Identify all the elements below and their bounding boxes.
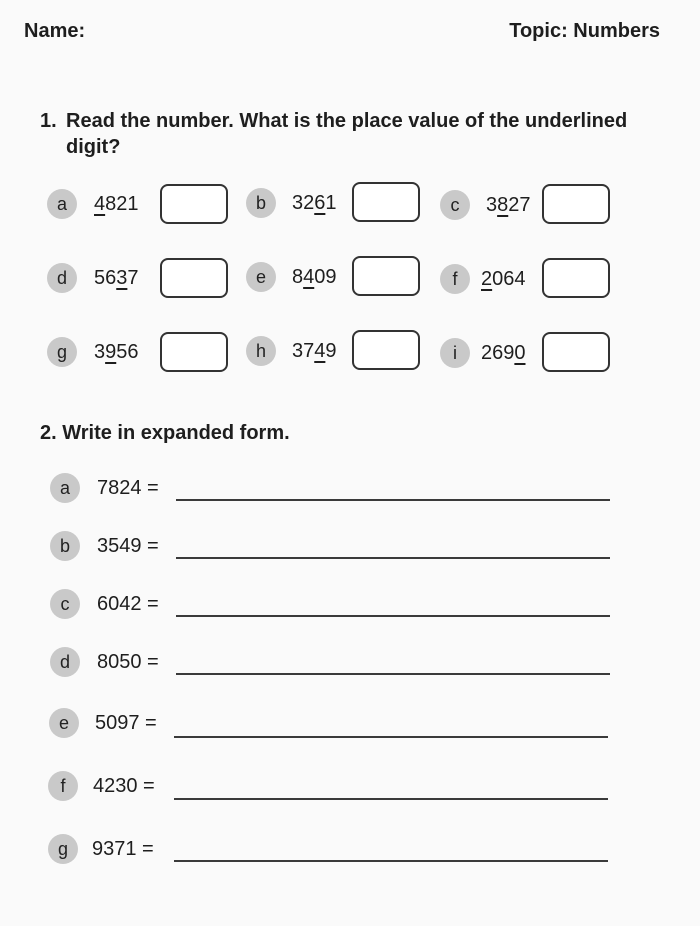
item-letter-badge: g (47, 337, 77, 367)
answer-box[interactable] (352, 330, 420, 370)
name-label: Name: (24, 20, 86, 42)
expanded-form-number: 6042 = (97, 593, 159, 615)
underlined-digit: 4 (94, 193, 106, 215)
item-letter-badge: g (48, 834, 78, 864)
answer-box[interactable] (352, 256, 420, 296)
item-letter-badge: d (47, 263, 77, 293)
question-1-text-line1: Read the number. What is the place value of the underlined (66, 110, 628, 132)
item-letter-badge: a (50, 473, 80, 503)
place-value-number: 3749 (292, 340, 337, 362)
underlined-digit: 2 (481, 268, 493, 290)
answer-line[interactable] (174, 860, 608, 862)
expanded-form-number: 8050 = (97, 651, 159, 673)
place-value-number: 3261 (292, 192, 337, 214)
underlined-digit: 0 (514, 342, 526, 364)
expanded-form-number: 5097 = (95, 712, 157, 734)
place-value-number: 3956 (94, 341, 139, 363)
answer-line[interactable] (174, 736, 608, 738)
underlined-digit: 6 (314, 192, 326, 214)
answer-box[interactable] (160, 332, 228, 372)
place-value-number: 4821 (94, 193, 139, 215)
underlined-digit: 8 (497, 194, 509, 216)
question-1-text-line2: digit? (66, 136, 121, 158)
expanded-form-number: 9371 = (92, 838, 154, 860)
item-letter-badge: e (49, 708, 79, 738)
item-letter-badge: c (440, 190, 470, 220)
answer-line[interactable] (174, 798, 608, 800)
expanded-form-number: 3549 = (97, 535, 159, 557)
item-letter-badge: e (246, 262, 276, 292)
underlined-digit: 3 (116, 267, 128, 289)
underlined-digit: 4 (314, 340, 326, 362)
item-letter-badge: d (50, 647, 80, 677)
item-letter-badge: c (50, 589, 80, 619)
expanded-form-number: 4230 = (93, 775, 155, 797)
answer-box[interactable] (542, 258, 610, 298)
question-2-title: 2. Write in expanded form. (40, 422, 290, 444)
place-value-number: 3827 (486, 194, 531, 216)
answer-box[interactable] (542, 184, 610, 224)
answer-box[interactable] (542, 332, 610, 372)
expanded-form-number: 7824 = (97, 477, 159, 499)
answer-line[interactable] (176, 499, 610, 501)
topic-label: Topic: Numbers (509, 20, 660, 42)
item-letter-badge: i (440, 338, 470, 368)
answer-line[interactable] (176, 557, 610, 559)
item-letter-badge: b (246, 188, 276, 218)
question-1-number: 1. (40, 110, 57, 132)
answer-box[interactable] (160, 258, 228, 298)
answer-line[interactable] (176, 673, 610, 675)
item-letter-badge: b (50, 531, 80, 561)
item-letter-badge: a (47, 189, 77, 219)
item-letter-badge: f (440, 264, 470, 294)
underlined-digit: 9 (105, 341, 117, 363)
place-value-number: 5637 (94, 267, 139, 289)
place-value-number: 2064 (481, 268, 526, 290)
underlined-digit: 4 (303, 266, 315, 288)
question-1-title (40, 108, 660, 160)
item-letter-badge: h (246, 336, 276, 366)
place-value-number: 2690 (481, 342, 526, 364)
answer-line[interactable] (176, 615, 610, 617)
answer-box[interactable] (352, 182, 420, 222)
place-value-number: 8409 (292, 266, 337, 288)
answer-box[interactable] (160, 184, 228, 224)
item-letter-badge: f (48, 771, 78, 801)
